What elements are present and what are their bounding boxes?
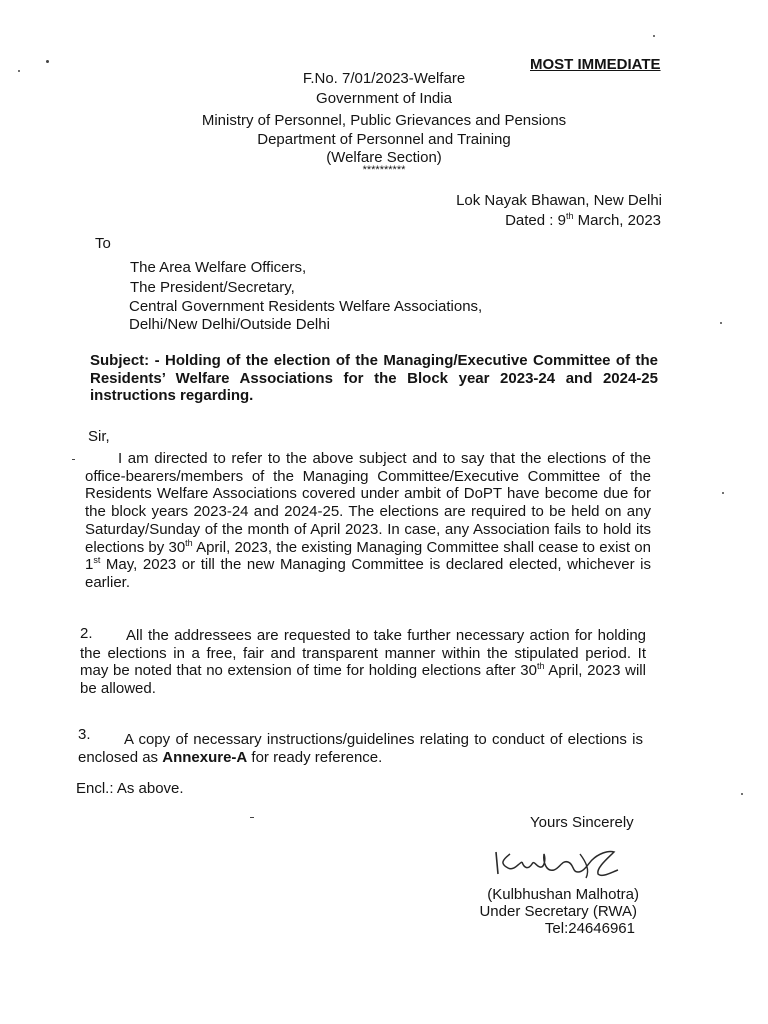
paragraph-3-text: for ready reference.: [247, 748, 383, 766]
superscript: st: [93, 555, 101, 566]
scan-speck: [46, 60, 49, 63]
addressee-line: Central Government Residents Welfare Associations,: [129, 298, 483, 315]
signatory-telephone: Tel:24646961: [544, 920, 635, 937]
addressee-line: The President/Secretary,: [130, 279, 295, 296]
handwritten-signature: [488, 840, 628, 885]
ministry-name: Ministry of Personnel, Public Grievances and Pensions: [201, 112, 567, 129]
government-name: Government of India: [316, 90, 452, 107]
subject: Subject: - Holding of the election of the Managing/Executive Committee of the Residents’ Welfare Associations for the Block year 2023-24 and 2024-25 instructions regarding.: [90, 352, 658, 404]
place: Lok Nayak Bhawan, New Delhi: [456, 192, 662, 209]
paragraph-3-text: A copy of necessary instructions/guidelines relating to conduct of elections is enclosed as: [78, 731, 643, 766]
addressee-line: Delhi/New Delhi/Outside Delhi: [129, 316, 330, 333]
date: [505, 212, 661, 230]
signatory-designation: Under Secretary (RWA): [479, 903, 637, 920]
scan-speck: [722, 492, 724, 494]
scan-speck: [250, 817, 254, 818]
addressee-line: The Area Welfare Officers,: [130, 259, 307, 276]
salutation: Sir,: [88, 428, 110, 445]
paragraph-1-text: May, 2023 or till the new Managing Committee is declared elected, whichever is earlier.: [85, 556, 651, 591]
section-name: (Welfare Section): [326, 149, 442, 166]
to-label: To: [95, 235, 111, 252]
paragraph-2: [80, 627, 646, 698]
date-suffix: March, 2023: [573, 212, 661, 229]
paragraph-2-number: 2.: [80, 625, 93, 642]
paragraph-3: [78, 731, 643, 766]
date-superscript: th: [565, 211, 574, 221]
signatory-name: (Kulbhushan Malhotra): [487, 886, 639, 903]
closing: Yours Sincerely: [530, 814, 634, 831]
paragraph-1-text: I am directed to refer to the above subject and to say that the elections of the office-bearers/members of the Managing Committee/Executive Committee of the Residents Welfare Associations covered under ambit of DoPT have become due for the block years 2023-24 and 2024-25. The elections are required to be held on any Saturday/Sunday of the month of April 2023. In case, any Association fails to hold its elections by 30: [85, 450, 651, 556]
paragraph-3-number: 3.: [78, 726, 91, 743]
paragraph-2-text: All the addressees are requested to take further necessary action for holding the elections in a free, fair and transparent manner within the stipulated period. It may be noted that no extension of time for holding elections after 30: [80, 627, 646, 680]
scan-speck: [72, 459, 75, 460]
header-separator: **********: [362, 164, 406, 176]
scan-speck: [720, 322, 722, 324]
scan-speck: [741, 793, 743, 795]
file-number: F.No. 7/01/2023-Welfare: [302, 70, 466, 87]
enclosure: Encl.: As above.: [76, 780, 184, 797]
superscript: th: [536, 661, 545, 672]
paragraph-1-text: April, 2023, the existing Managing Committee shall cease to exist on 1: [85, 538, 651, 574]
scan-speck: [653, 35, 655, 37]
superscript: th: [185, 537, 193, 548]
paragraph-2-text: April, 2023 will be allowed.: [80, 662, 646, 698]
department-name: Department of Personnel and Training: [257, 131, 511, 148]
priority-label: MOST IMMEDIATE: [530, 56, 661, 73]
annexure-reference: Annexure-A: [162, 748, 248, 766]
paragraph-1: [85, 450, 651, 592]
date-prefix: Dated : 9: [505, 212, 566, 229]
